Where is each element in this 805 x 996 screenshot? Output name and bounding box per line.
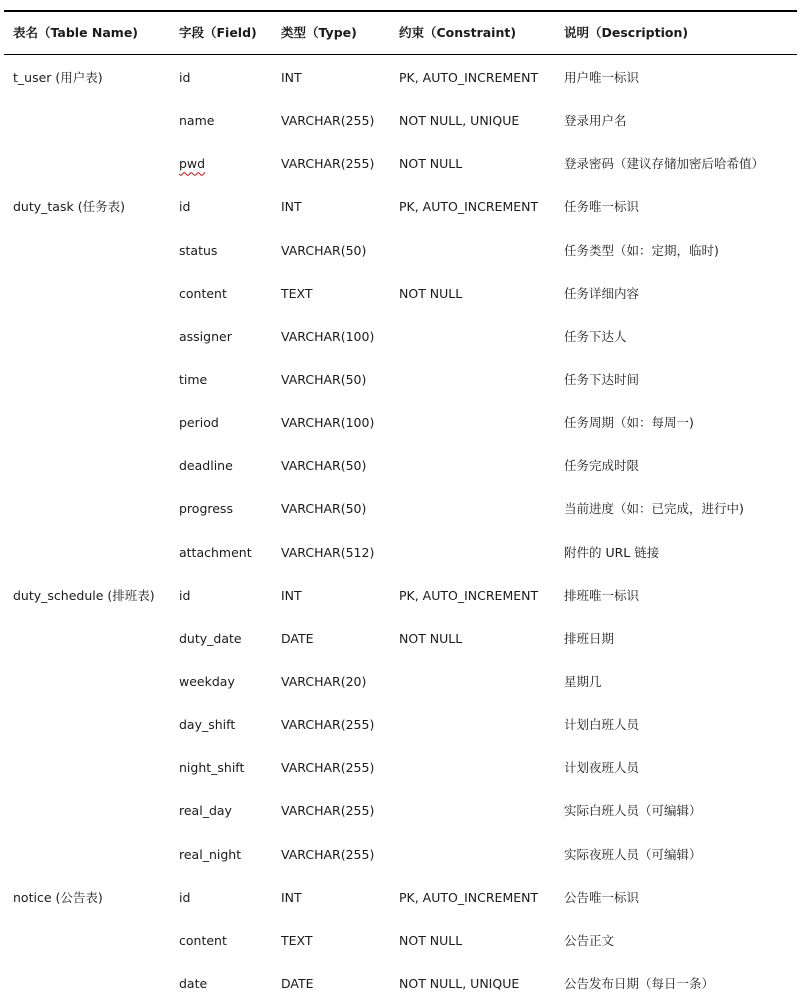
cell-description: 任务类型（如：定期，临时) [564,242,719,258]
cell-field: duty_date [179,630,242,646]
cell-constraint: PK, AUTO_INCREMENT [399,70,539,85]
cell-description: 任务唯一标识 [564,199,640,215]
cell-description: 登录用户名 [564,113,627,129]
cell-description: 登录密码（建议存储加密后哈希值） [564,156,765,172]
cell-type: VARCHAR(255) [281,803,375,819]
header-description: 说明（Description) [564,25,689,40]
cell-description: 实际白班人员（可编辑） [564,803,702,819]
cell-type: INT [281,889,302,905]
cell-field: content [179,932,227,948]
header-constraint: 约束（Constraint) [399,25,517,40]
cell-type: VARCHAR(512) [281,544,375,560]
cell-description: 当前进度（如：已完成，进行中) [564,501,744,517]
cell-type: VARCHAR(20) [281,674,367,689]
cell-description: 公告发布日期（每日一条） [564,975,715,991]
cell-description: 公告唯一标识 [564,889,640,905]
cell-field: id [179,889,191,905]
cell-field: night_shift [179,760,245,776]
cell-type: VARCHAR(100) [281,415,375,431]
table-top-rule [4,10,797,12]
cell-field: progress [179,501,233,517]
cell-type: INT [281,587,302,603]
cell-constraint: NOT NULL [399,932,463,948]
cell-type: TEXT [281,285,313,301]
cell-type: VARCHAR(50) [281,501,367,517]
cell-type: TEXT [281,932,313,948]
cell-constraint: NOT NULL, UNIQUE [399,113,520,129]
cell-type: INT [281,199,302,215]
cell-constraint: PK, AUTO_INCREMENT [399,587,539,603]
cell-constraint: NOT NULL [399,630,463,646]
header-table-name: 表名（Table Name) [13,25,139,40]
cell-field: time [179,372,208,387]
cell-table-name: duty_schedule (排班表) [13,587,155,603]
cell-description: 任务下达时间 [564,372,640,387]
cell-field: assigner [179,328,232,344]
cell-description: 用户唯一标识 [564,70,640,85]
cell-field: day_shift [179,717,236,733]
cell-type: INT [281,70,302,85]
cell-constraint: NOT NULL [399,285,463,301]
cell-field: date [179,975,208,991]
cell-field: attachment [179,544,252,560]
cell-description: 公告正文 [564,932,615,948]
cell-description: 任务详细内容 [564,285,640,301]
cell-table-name: duty_task (任务表) [13,199,125,215]
cell-type: VARCHAR(255) [281,717,375,733]
cell-description: 星期几 [564,674,602,689]
cell-field: real_night [179,846,242,862]
cell-description: 任务完成时限 [564,458,640,474]
cell-description: 实际夜班人员（可编辑） [564,846,702,862]
header-rule [4,54,797,55]
cell-type: VARCHAR(50) [281,242,367,258]
cell-type: DATE [281,630,314,646]
cell-description: 排班唯一标识 [564,587,640,603]
cell-table-name: notice (公告表) [13,889,103,905]
cell-description: 附件的 URL 链接 [564,544,660,560]
cell-constraint: NOT NULL, UNIQUE [399,975,520,991]
cell-field: id [179,199,191,215]
cell-constraint: PK, AUTO_INCREMENT [399,889,539,905]
cell-type: VARCHAR(255) [281,760,375,776]
cell-type: VARCHAR(50) [281,372,367,387]
cell-field: id [179,587,191,603]
cell-field: real_day [179,803,232,819]
cell-type: VARCHAR(255) [281,113,375,129]
cell-constraint: NOT NULL [399,156,463,172]
cell-field: pwd [179,156,206,172]
cell-field: id [179,70,191,85]
cell-constraint: PK, AUTO_INCREMENT [399,199,539,215]
header-type: 类型（Type) [281,25,357,40]
cell-type: VARCHAR(50) [281,458,367,474]
cell-description: 计划夜班人员 [564,760,640,776]
header-field: 字段（Field) [179,25,257,40]
cell-description: 排班日期 [564,630,615,646]
cell-table-name: t_user (用户表) [13,70,103,85]
cell-field: weekday [179,674,235,689]
cell-field: content [179,285,227,301]
cell-type: DATE [281,975,314,991]
cell-description: 计划白班人员 [564,717,640,733]
cell-type: VARCHAR(100) [281,328,375,344]
cell-field: deadline [179,458,233,474]
cell-description: 任务周期（如：每周一) [564,415,694,431]
cell-field: period [179,415,219,431]
cell-field: name [179,113,215,129]
cell-type: VARCHAR(255) [281,156,375,172]
cell-type: VARCHAR(255) [281,846,375,862]
cell-field: status [179,242,218,258]
cell-description: 任务下达人 [564,328,627,344]
